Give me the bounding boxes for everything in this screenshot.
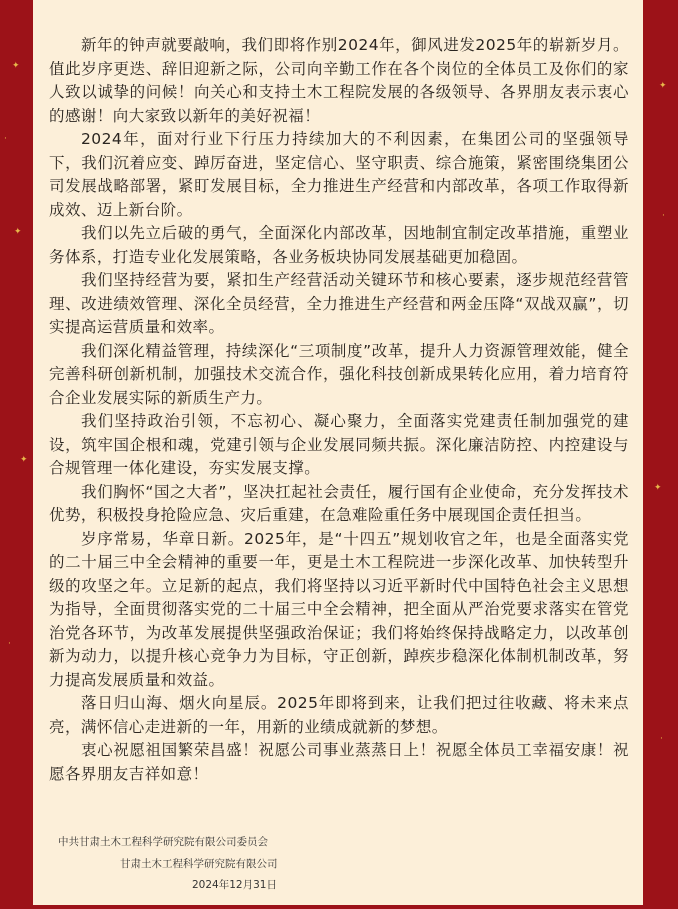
letter-paragraph: 我们深化精益管理，持续深化“三项制度”改革，提升人力资源管理效能，健全完善科研创新机制，加强技术交流合作，强化科技创新成果转化应用，着力培育符合企业发展实际的新质生产力。 <box>49 341 629 407</box>
signature-company: 甘肃土木工程科学研究院有限公司 <box>120 858 278 870</box>
letter-body <box>49 34 629 786</box>
letter-paragraph: 衷心祝愿祖国繁荣昌盛！祝愿公司事业蒸蒸日上！祝愿全体员工幸福安康！祝愿各界朋友吉祥如意！ <box>49 741 629 783</box>
sparkle-decoration: · <box>660 734 663 744</box>
sparkle-decoration: · <box>662 211 665 221</box>
letter-paragraph: 2024年，面对行业下行压力持续加大的不利因素，在集团公司的坚强领导下，我们沉着应变、踔厉奋进，坚定信心、坚守职责、综合施策，紧密围绕集团公司发展战略部署，紧盯发展目标，全力推进生产经营和内部改革，各项工作取得新成效、迈上新台阶。 <box>49 130 629 219</box>
sparkle-decoration: ✦ <box>654 483 662 493</box>
sparkle-decoration: ✦ <box>659 81 667 91</box>
sparkle-decoration: ✦ <box>14 227 22 237</box>
letter-paragraph: 我们胸怀“国之大者”，坚决扛起社会责任，履行国有企业使命，充分发挥技术优势，积极投身抢险应急、灾后重建，在急难险重任务中展现国企责任担当。 <box>49 482 629 524</box>
letter-paragraph: 新年的钟声就要敲响，我们即将作别2024年，御风进发2025年的崭新岁月。值此岁序更迭、辞旧迎新之际，公司向辛勤工作在各个岗位的全体员工及你们的家人致以诚挚的问候！向关心和支持土木工程院发展的各级领导、各界朋友表示衷心的感谢！向大家致以新年的美好祝福！ <box>49 36 629 125</box>
sparkle-decoration: ✦ <box>12 61 20 71</box>
letter-paragraph: 我们坚持政治引领，不忘初心、凝心聚力，全面落实党建责任制加强党的建设，筑牢国企根和魂，党建引领与企业发展同频共振。深化廉洁防控、内控建设与合规管理一体化建设，夯实发展支撑。 <box>49 412 629 477</box>
sparkle-decoration: ✦ <box>20 455 28 465</box>
letter-paragraph: 我们坚持经营为要，紧扣生产经营活动关键环节和核心要素，逐步规范经营管理、改进绩效管理、深化全员经营，全力推进生产经营和两金压降“双战双赢”，切实提高运营质量和效率。 <box>49 271 629 336</box>
letter-paragraph: 落日归山海、烟火向星辰。2025年即将到来，让我们把过往收藏、将未来点亮，满怀信心走进新的一年，用新的业绩成就新的梦想。 <box>49 694 629 736</box>
letter-paragraph: 岁序常易，华章日新。2025年，是“十四五”规划收官之年，也是全面落实党的二十届三中全会精神的重要一年，更是土木工程院进一步深化改革、加快转型升级的攻坚之年。立足新的起点，我们将坚持以习近平新时代中国特色社会主义思想为指导，全面贯彻落实党的二十届三中全会精神，把全面从严治党要求落实在管党治党各环节，为改革发展提供坚强政治保证；我们将始终保持战略定力，以改革创新为动力，以提升核心竞争力为目标，守正创新，踔疾步稳深化体制机制改革，努力提高发展质量和效益。 <box>49 529 629 689</box>
sparkle-decoration: · <box>8 639 11 649</box>
signature-party-committee: 中共甘肃土木工程科学研究院有限公司委员会 <box>58 836 268 848</box>
signature-date: 2024年12月31日 <box>192 879 277 891</box>
letter-paragraph: 我们以先立后破的勇气，全面深化内部改革，因地制宜制定改革措施，重塑业务体系，打造专业化发展策略，各业务板块协同发展基础更加稳固。 <box>49 224 629 266</box>
sparkle-decoration: · <box>4 134 7 144</box>
